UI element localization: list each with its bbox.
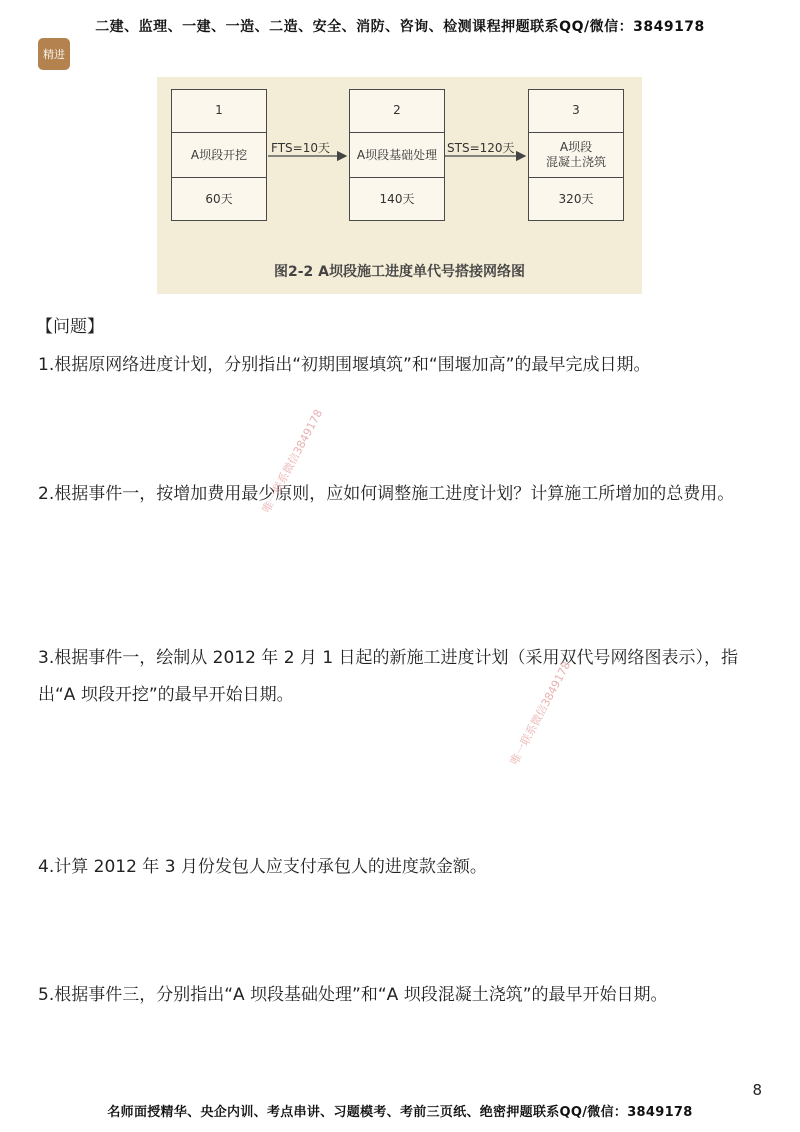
question-5: 5.根据事件三，分别指出“A 坝段基础处理”和“A 坝段混凝土浇筑”的最早开始日期。	[38, 985, 668, 1005]
node-3-name-line2: 混凝土浇筑	[545, 155, 606, 169]
network-diagram-figure	[157, 77, 642, 294]
question-2: 2.根据事件一，按增加费用最少原则，应如何调整施工进度计划？计算施工所增加的总费用。	[38, 484, 735, 504]
node-2-name: A坝段基础处理	[350, 133, 444, 178]
node-2-duration: 140天	[379, 191, 415, 206]
node-3-id: 3	[529, 90, 623, 133]
node-1-duration: 60天	[205, 191, 233, 206]
figure-caption: 图2-2 A坝段施工进度单代号搭接网络图	[273, 264, 525, 280]
node-3	[528, 89, 624, 221]
node-3-name	[529, 133, 623, 178]
question-1: 1.根据原网络进度计划，分别指出“初期围堰填筑”和“围堰加高”的最早完成日期。	[38, 355, 651, 375]
link-label-1-2: FTS=10天	[271, 141, 330, 155]
node-2	[349, 89, 445, 221]
page-number: 8	[752, 1081, 762, 1099]
page-footer: 名师面授精华、央企内训、考点串讲、习题模考、考前三页纸、绝密押题联系QQ/微信：3849178	[107, 1105, 693, 1120]
node-3-name-line1: A坝段	[559, 140, 593, 154]
question-3: 3.根据事件一，绘制从 2012 年 2 月 1 日起的新施工进度计划（采用双代号网络图表示），指出“A 坝段开挖”的最早开始日期。	[38, 648, 739, 705]
watermark-2: 唯一联系微信3849178	[507, 659, 574, 768]
page-header: 二建、监理、一建、一造、二造、安全、消防、咨询、检测课程押题联系QQ/微信：3849178	[95, 19, 705, 35]
link-label-2-3: STS=120天	[447, 141, 515, 155]
questions-heading: 【问题】	[36, 317, 104, 337]
logo: 精进	[38, 38, 70, 70]
node-2-id: 2	[350, 90, 444, 133]
node-3-duration: 320天	[558, 191, 594, 206]
node-1-id: 1	[172, 90, 266, 133]
node-1-name: A坝段开挖	[172, 133, 266, 178]
watermark-1: 唯一联系微信3849178	[259, 407, 326, 516]
question-4: 4.计算 2012 年 3 月份发包人应支付承包人的进度款金额。	[38, 857, 487, 877]
node-1	[171, 89, 267, 221]
